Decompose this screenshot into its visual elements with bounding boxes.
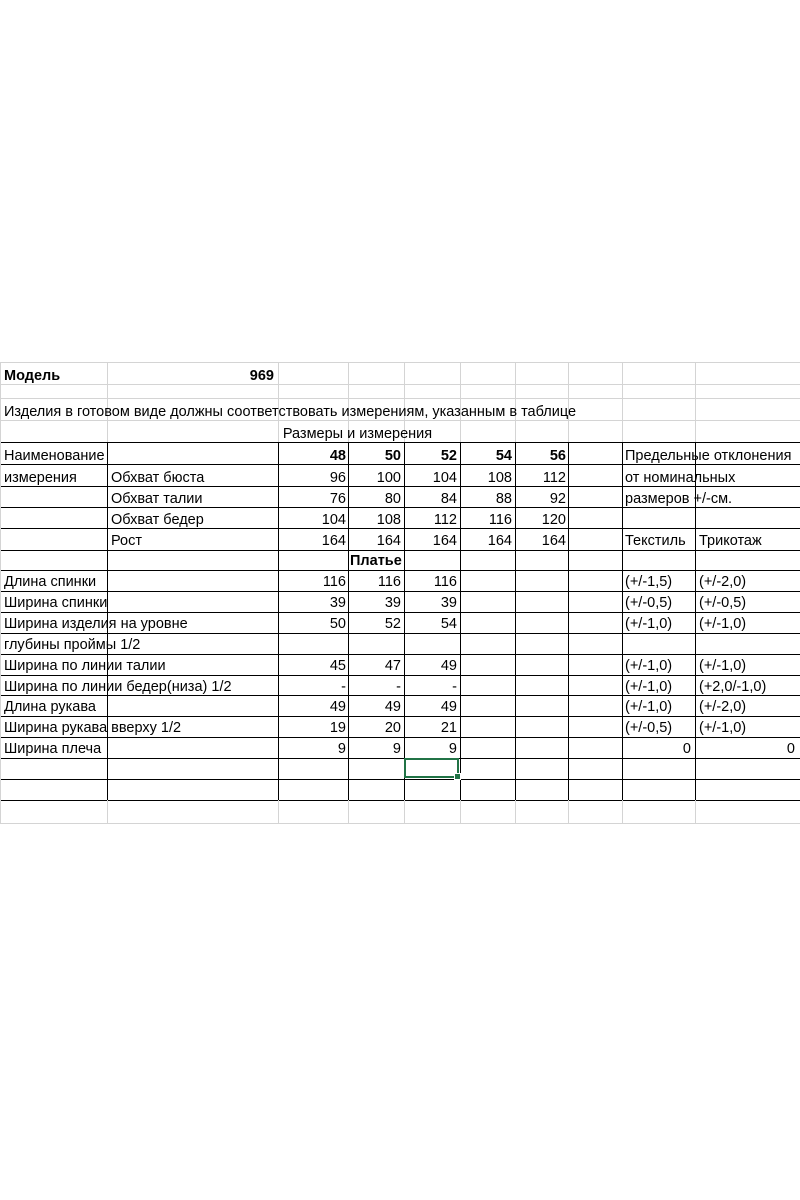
garment-measure-value[interactable]: 54 xyxy=(440,616,457,632)
garment-measure-label[interactable]: Длина рукава xyxy=(4,699,96,715)
body-measure-value[interactable]: 92 xyxy=(549,491,566,507)
garment-measure-value[interactable]: 116 xyxy=(377,574,401,590)
body-measure-value[interactable]: 116 xyxy=(488,512,512,528)
section-title[interactable]: Платье xyxy=(350,553,402,569)
knitwear-tolerance[interactable]: 0 xyxy=(786,741,795,757)
size-56[interactable]: 56 xyxy=(549,448,566,464)
size-48[interactable]: 48 xyxy=(329,448,346,464)
row-gridline xyxy=(0,800,800,801)
model-label[interactable]: Модель xyxy=(4,368,61,384)
body-measure-value[interactable]: 108 xyxy=(376,512,401,528)
column-border xyxy=(348,442,349,800)
knitwear-tolerance[interactable]: (+/-1,0) xyxy=(699,658,747,674)
column-border xyxy=(460,442,461,800)
size-54[interactable]: 54 xyxy=(495,448,512,464)
body-measure-value[interactable]: 84 xyxy=(440,491,457,507)
sizes-caption[interactable]: Размеры и измерения xyxy=(282,426,433,442)
body-measure-value[interactable]: 164 xyxy=(321,533,346,549)
knitwear-tolerance[interactable]: (+/-1,0) xyxy=(699,616,747,632)
column-border xyxy=(278,442,279,800)
body-measure-value[interactable]: 80 xyxy=(384,491,401,507)
garment-measure-value[interactable]: 19 xyxy=(329,720,346,736)
textile-tolerance[interactable]: (+/-0,5) xyxy=(625,595,673,611)
garment-measure-value[interactable]: 49 xyxy=(440,658,457,674)
garment-measure-value[interactable]: 47 xyxy=(384,658,401,674)
selected-cell-cursor[interactable] xyxy=(404,758,459,778)
row-gridline xyxy=(0,362,800,363)
knitwear-tolerance[interactable]: (+2,0/-1,0) xyxy=(699,679,767,695)
knitwear-header[interactable]: Трикотаж xyxy=(699,533,762,549)
body-measure-value[interactable]: 112 xyxy=(542,470,566,486)
body-measure-value[interactable]: 104 xyxy=(321,512,346,528)
row-gridline xyxy=(0,398,800,399)
textile-header[interactable]: Текстиль xyxy=(625,533,686,549)
deviation-header[interactable]: Предельные отклонения xyxy=(625,448,792,464)
body-measure-value[interactable]: 108 xyxy=(487,470,512,486)
row-gridline xyxy=(0,384,800,385)
body-measure-label[interactable]: Обхват бедер xyxy=(111,512,204,528)
textile-tolerance[interactable]: (+/-1,5) xyxy=(625,574,673,590)
body-measure-label[interactable]: Обхват талии xyxy=(111,491,203,507)
body-measure-value[interactable]: 164 xyxy=(487,533,512,549)
textile-tolerance[interactable]: (+/-1,0) xyxy=(625,658,673,674)
garment-measure-value[interactable]: 49 xyxy=(440,699,457,715)
garment-measure-value[interactable]: 9 xyxy=(337,741,346,757)
garment-measure-value[interactable]: - xyxy=(396,679,401,695)
measure-name-header[interactable]: Наименование xyxy=(4,448,105,464)
column-border xyxy=(622,442,623,800)
garment-measure-value[interactable]: 39 xyxy=(440,595,457,611)
garment-measure-label[interactable]: Длина спинки xyxy=(4,574,97,590)
row-gridline xyxy=(0,823,800,824)
garment-measure-value[interactable]: 9 xyxy=(448,741,457,757)
knitwear-tolerance[interactable]: (+/-1,0) xyxy=(699,720,747,736)
body-measure-label[interactable]: Рост xyxy=(111,533,142,549)
garment-measure-value[interactable]: - xyxy=(341,679,346,695)
garment-measure-value[interactable]: 49 xyxy=(329,699,346,715)
body-measure-value[interactable]: 76 xyxy=(329,491,346,507)
body-measure-value[interactable]: 96 xyxy=(329,470,346,486)
column-border xyxy=(404,442,405,800)
size-52[interactable]: 52 xyxy=(440,448,457,464)
body-measure-value[interactable]: 112 xyxy=(433,512,457,528)
body-measure-value[interactable]: 88 xyxy=(495,491,512,507)
model-number[interactable]: 969 xyxy=(249,368,274,384)
garment-measure-value[interactable]: 9 xyxy=(392,741,401,757)
garment-measure-value[interactable]: 39 xyxy=(384,595,401,611)
size-50[interactable]: 50 xyxy=(384,448,401,464)
body-measure-value[interactable]: 164 xyxy=(541,533,566,549)
garment-measure-label[interactable]: Ширина спинки xyxy=(4,595,108,611)
garment-measure-value[interactable]: 45 xyxy=(329,658,346,674)
garment-measure-value[interactable]: 49 xyxy=(384,699,401,715)
knitwear-tolerance[interactable]: (+/-0,5) xyxy=(699,595,747,611)
knitwear-tolerance[interactable]: (+/-2,0) xyxy=(699,574,747,590)
garment-measure-label[interactable]: Ширина изделия на уровне xyxy=(4,616,188,632)
body-measure-value[interactable]: 120 xyxy=(541,512,566,528)
body-measure-value[interactable]: 164 xyxy=(432,533,457,549)
column-border xyxy=(568,442,569,800)
deviation-header-line3[interactable]: размеров +/-см. xyxy=(625,491,733,507)
requirements-note[interactable]: Изделия в готовом виде должны соответствовать измерениям, указанным в таблице xyxy=(4,404,577,420)
garment-measure-value[interactable]: 116 xyxy=(433,574,457,590)
body-measure-value[interactable]: 164 xyxy=(376,533,401,549)
textile-tolerance[interactable]: 0 xyxy=(682,741,691,757)
spreadsheet-table xyxy=(0,362,800,824)
column-border xyxy=(515,442,516,800)
textile-tolerance[interactable]: (+/-1,0) xyxy=(625,699,673,715)
measure-name-header-line2[interactable]: измерения xyxy=(4,470,77,486)
garment-measure-value[interactable]: 50 xyxy=(329,616,346,632)
body-measure-value[interactable]: 100 xyxy=(376,470,401,486)
garment-measure-label[interactable]: Ширина рукава вверху 1/2 xyxy=(4,720,182,736)
deviation-header-line2[interactable]: от номинальных xyxy=(625,470,736,486)
body-measure-label[interactable]: Обхват бюста xyxy=(111,470,205,486)
textile-tolerance[interactable]: (+/-0,5) xyxy=(625,720,673,736)
column-gridline xyxy=(0,362,1,823)
knitwear-tolerance[interactable]: (+/-2,0) xyxy=(699,699,747,715)
body-measure-value[interactable]: 104 xyxy=(432,470,457,486)
row-gridline xyxy=(0,779,800,780)
garment-measure-label[interactable]: Ширина плеча xyxy=(4,741,102,757)
textile-tolerance[interactable]: (+/-1,0) xyxy=(625,679,673,695)
garment-measure-value[interactable]: 116 xyxy=(322,574,346,590)
garment-measure-value[interactable]: 39 xyxy=(329,595,346,611)
garment-measure-label[interactable]: глубины проймы 1/2 xyxy=(4,637,141,653)
textile-tolerance[interactable]: (+/-1,0) xyxy=(625,616,673,632)
garment-measure-value[interactable]: 21 xyxy=(440,720,457,736)
garment-measure-label[interactable]: Ширина по линии талии xyxy=(4,658,166,674)
garment-measure-value[interactable]: 20 xyxy=(384,720,401,736)
garment-measure-label[interactable]: Ширина по линии бедер(низа) 1/2 xyxy=(4,679,232,695)
garment-measure-value[interactable]: 52 xyxy=(384,616,401,632)
garment-measure-value[interactable]: - xyxy=(452,679,457,695)
